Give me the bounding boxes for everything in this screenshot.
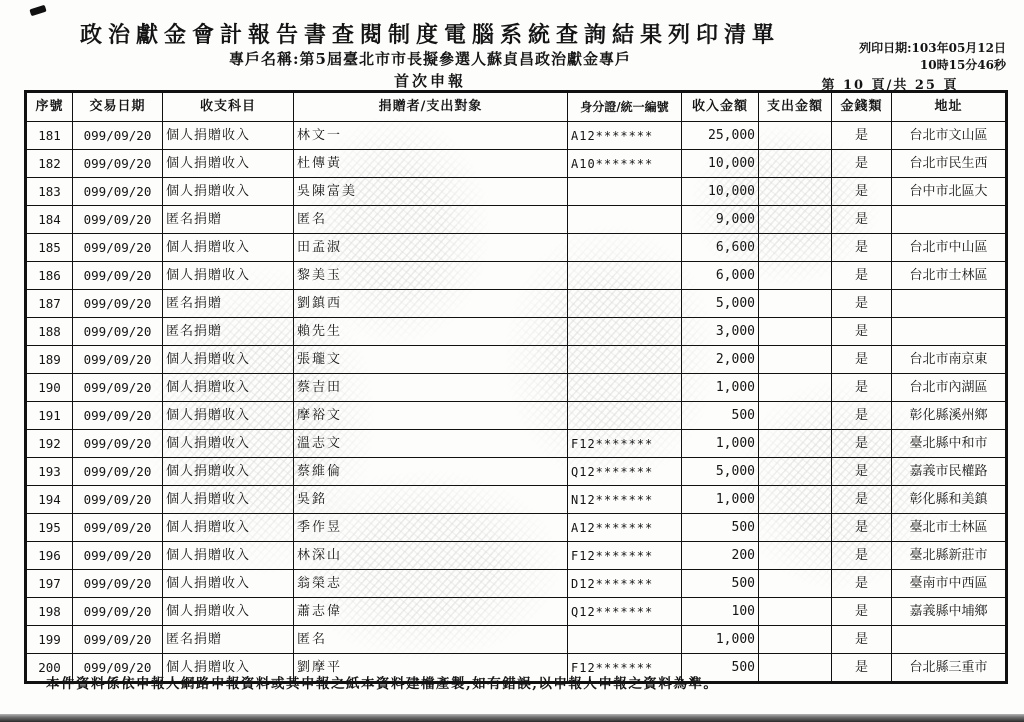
cell-category: 個人捐贈收入 (163, 122, 294, 150)
cell-address: 台北市內湖區 (892, 374, 1007, 402)
cell-expense (759, 206, 832, 234)
print-date: 列印日期:103年05月12日 (859, 41, 1006, 55)
cell-cash: 是 (832, 150, 892, 178)
cell-expense (759, 178, 832, 206)
cell-id (568, 234, 682, 262)
cell-category: 個人捐贈收入 (163, 430, 294, 458)
cell-category: 個人捐贈收入 (163, 178, 294, 206)
col-donor: 捐贈者/支出對象 (294, 92, 568, 122)
cell-expense (759, 570, 832, 598)
cell-date: 099/09/20 (73, 206, 163, 234)
cell-date: 099/09/20 (73, 486, 163, 514)
cell-expense (759, 402, 832, 430)
cell-id: F12******* (568, 654, 682, 683)
cell-date: 099/09/20 (73, 262, 163, 290)
table-row (26, 458, 1007, 486)
cell-category: 匿名捐贈 (163, 206, 294, 234)
header-row (26, 92, 1007, 122)
cell-address (892, 626, 1007, 654)
cell-address (892, 290, 1007, 318)
cell-income: 2,000 (682, 346, 759, 374)
cell-cash: 是 (832, 122, 892, 150)
cell-category: 匿名捐贈 (163, 290, 294, 318)
cell-id: A12******* (568, 514, 682, 542)
cell-cash: 是 (832, 542, 892, 570)
cell-category: 個人捐贈收入 (163, 654, 294, 683)
cell-category: 個人捐贈收入 (163, 486, 294, 514)
cell-address: 台北市中山區 (892, 234, 1007, 262)
cell-cash: 是 (832, 486, 892, 514)
cell-income: 25,000 (682, 122, 759, 150)
cell-donor: 林文一 (294, 122, 568, 150)
cell-address: 台北市文山區 (892, 122, 1007, 150)
cell-expense (759, 430, 832, 458)
cell-id (568, 626, 682, 654)
cell-serial: 200 (26, 654, 73, 683)
cell-serial: 192 (26, 430, 73, 458)
cell-date: 099/09/20 (73, 318, 163, 346)
table-row (26, 122, 1007, 150)
cell-serial: 183 (26, 178, 73, 206)
cell-cash: 是 (832, 290, 892, 318)
cell-date: 099/09/20 (73, 570, 163, 598)
cell-serial: 194 (26, 486, 73, 514)
cell-cash: 是 (832, 346, 892, 374)
cell-serial: 186 (26, 262, 73, 290)
cell-income: 1,000 (682, 374, 759, 402)
cell-address (892, 318, 1007, 346)
cell-serial: 184 (26, 206, 73, 234)
cell-id: N12******* (568, 486, 682, 514)
cell-cash: 是 (832, 262, 892, 290)
cell-serial: 197 (26, 570, 73, 598)
cell-date: 099/09/20 (73, 598, 163, 626)
table-row (26, 290, 1007, 318)
cell-expense (759, 486, 832, 514)
table-row (26, 150, 1007, 178)
cell-donor: 賴先生 (294, 318, 568, 346)
col-cash: 金錢類 (832, 92, 892, 122)
cell-expense (759, 122, 832, 150)
print-time: 10時15分46秒 (919, 58, 1006, 72)
table-row (26, 626, 1007, 654)
cell-cash: 是 (832, 234, 892, 262)
cell-date: 099/09/20 (73, 514, 163, 542)
col-id: 身分證/統一編號 (568, 92, 682, 122)
cell-category: 匿名捐贈 (163, 318, 294, 346)
cell-cash: 是 (832, 458, 892, 486)
cell-serial: 182 (26, 150, 73, 178)
cell-category: 個人捐贈收入 (163, 598, 294, 626)
cell-date: 099/09/20 (73, 178, 163, 206)
cell-donor: 匿名 (294, 206, 568, 234)
cell-id: A12******* (568, 122, 682, 150)
cell-address: 嘉義市民權路 (892, 458, 1007, 486)
cell-donor: 溫志文 (294, 430, 568, 458)
cell-expense (759, 598, 832, 626)
cell-id: D12******* (568, 570, 682, 598)
cell-income: 3,000 (682, 318, 759, 346)
cell-id: A10******* (568, 150, 682, 178)
cell-address: 臺北市士林區 (892, 514, 1007, 542)
cell-donor: 劉摩平 (294, 654, 568, 683)
cell-id: F12******* (568, 430, 682, 458)
cell-date: 099/09/20 (73, 374, 163, 402)
cell-donor: 林深山 (294, 542, 568, 570)
cell-serial: 196 (26, 542, 73, 570)
cell-cash: 是 (832, 206, 892, 234)
cell-address: 臺北縣中和市 (892, 430, 1007, 458)
cell-serial: 199 (26, 626, 73, 654)
cell-date: 099/09/20 (73, 122, 163, 150)
cell-date: 099/09/20 (73, 402, 163, 430)
cell-cash: 是 (832, 654, 892, 683)
cell-serial: 193 (26, 458, 73, 486)
cell-income: 1,000 (682, 626, 759, 654)
cell-income: 6,000 (682, 262, 759, 290)
cell-serial: 191 (26, 402, 73, 430)
cell-income: 1,000 (682, 486, 759, 514)
cell-income: 5,000 (682, 458, 759, 486)
cell-serial: 195 (26, 514, 73, 542)
cell-donor: 劉鎮西 (294, 290, 568, 318)
cell-donor: 蕭志偉 (294, 598, 568, 626)
cell-date: 099/09/20 (73, 542, 163, 570)
cell-id (568, 290, 682, 318)
cell-expense (759, 374, 832, 402)
table-row (26, 598, 1007, 626)
cell-cash: 是 (832, 626, 892, 654)
cell-expense (759, 234, 832, 262)
cell-category: 個人捐贈收入 (163, 402, 294, 430)
table-row (26, 206, 1007, 234)
scan-edge (0, 714, 1024, 722)
cell-address: 台北市民生西 (892, 150, 1007, 178)
cell-donor: 吳陳富美 (294, 178, 568, 206)
table-header (26, 92, 1007, 122)
cell-income: 5,000 (682, 290, 759, 318)
table-row (26, 486, 1007, 514)
cell-cash: 是 (832, 430, 892, 458)
table-row (26, 430, 1007, 458)
cell-donor: 吳銘 (294, 486, 568, 514)
cell-expense (759, 542, 832, 570)
cell-id (568, 178, 682, 206)
col-address: 地址 (892, 92, 1007, 122)
cell-category: 個人捐贈收入 (163, 346, 294, 374)
cell-date: 099/09/20 (73, 430, 163, 458)
page-title: 政治獻金會計報告書查閱制度電腦系統查詢結果列印清單 (79, 22, 780, 48)
cell-category: 個人捐贈收入 (163, 150, 294, 178)
scan-ink-artifact (29, 5, 46, 17)
cell-donor: 翁榮志 (294, 570, 568, 598)
cell-donor: 蔡吉田 (294, 374, 568, 402)
cell-expense (759, 346, 832, 374)
table-row (26, 374, 1007, 402)
cell-expense (759, 626, 832, 654)
col-category: 收支科目 (163, 92, 294, 122)
cell-serial: 181 (26, 122, 73, 150)
cell-donor: 杜傳黃 (294, 150, 568, 178)
cell-address: 嘉義縣中埔鄉 (892, 598, 1007, 626)
cell-date: 099/09/20 (73, 150, 163, 178)
cell-expense (759, 262, 832, 290)
cell-id: Q12******* (568, 598, 682, 626)
account-name: 專戶名稱:第5屆臺北市市長擬參選人蘇貞昌政治獻金專戶 (229, 50, 631, 68)
col-date: 交易日期 (73, 92, 163, 122)
cell-address: 台北縣三重市 (892, 654, 1007, 683)
cell-donor: 張瓏文 (294, 346, 568, 374)
cell-donor: 黎美玉 (294, 262, 568, 290)
cell-date: 099/09/20 (73, 234, 163, 262)
table-row (26, 262, 1007, 290)
cell-category: 個人捐贈收入 (163, 542, 294, 570)
cell-income: 1,000 (682, 430, 759, 458)
table-row (26, 234, 1007, 262)
cell-serial: 190 (26, 374, 73, 402)
cell-expense (759, 290, 832, 318)
cell-serial: 198 (26, 598, 73, 626)
cell-serial: 189 (26, 346, 73, 374)
cell-address: 彰化縣溪州鄉 (892, 402, 1007, 430)
cell-category: 個人捐贈收入 (163, 262, 294, 290)
cell-cash: 是 (832, 402, 892, 430)
cell-donor: 匿名 (294, 626, 568, 654)
cell-donor: 田孟淑 (294, 234, 568, 262)
cell-income: 500 (682, 570, 759, 598)
cell-date: 099/09/20 (73, 346, 163, 374)
table-row (26, 402, 1007, 430)
print-meta (776, 40, 1006, 74)
cell-category: 個人捐贈收入 (163, 234, 294, 262)
table-row (26, 514, 1007, 542)
table-row (26, 318, 1007, 346)
page-number: 第 10 頁/共 25 頁 (821, 78, 959, 93)
cell-cash: 是 (832, 318, 892, 346)
cell-category: 個人捐贈收入 (163, 458, 294, 486)
cell-cash: 是 (832, 570, 892, 598)
col-serial: 序號 (26, 92, 73, 122)
cell-id (568, 262, 682, 290)
cell-income: 500 (682, 514, 759, 542)
cell-category: 個人捐贈收入 (163, 570, 294, 598)
cell-income: 10,000 (682, 178, 759, 206)
cell-category: 匿名捐贈 (163, 626, 294, 654)
cell-cash: 是 (832, 374, 892, 402)
cell-serial: 185 (26, 234, 73, 262)
cell-income: 100 (682, 598, 759, 626)
cell-donor: 季作昱 (294, 514, 568, 542)
cell-address: 臺南市中西區 (892, 570, 1007, 598)
cell-income: 500 (682, 402, 759, 430)
cell-address: 台北市南京東 (892, 346, 1007, 374)
cell-address: 臺北縣新莊市 (892, 542, 1007, 570)
table-row (26, 542, 1007, 570)
table-row (26, 178, 1007, 206)
cell-id (568, 206, 682, 234)
cell-address: 台中市北區大 (892, 178, 1007, 206)
cell-id: F12******* (568, 542, 682, 570)
cell-address: 台北市士林區 (892, 262, 1007, 290)
cell-id (568, 402, 682, 430)
col-income: 收入金額 (682, 92, 759, 122)
table-row (26, 570, 1007, 598)
cell-income: 6,600 (682, 234, 759, 262)
cell-donor: 蔡維倫 (294, 458, 568, 486)
footer-note: 本件資料係依申報人網路申報資料或其申報之紙本資料建檔產製,如有錯誤,以申報人申報之資料為準。 (46, 676, 719, 692)
cell-income: 500 (682, 654, 759, 683)
donation-table (24, 90, 1008, 684)
cell-id (568, 318, 682, 346)
cell-cash: 是 (832, 178, 892, 206)
report-type-label: 首次申報 (393, 72, 466, 90)
table-body (26, 122, 1007, 683)
cell-date: 099/09/20 (73, 290, 163, 318)
cell-serial: 188 (26, 318, 73, 346)
cell-address (892, 206, 1007, 234)
cell-category: 個人捐贈收入 (163, 514, 294, 542)
cell-expense (759, 514, 832, 542)
table-row (26, 346, 1007, 374)
cell-id (568, 346, 682, 374)
cell-income: 10,000 (682, 150, 759, 178)
cell-address: 彰化縣和美鎮 (892, 486, 1007, 514)
cell-income: 9,000 (682, 206, 759, 234)
cell-id: Q12******* (568, 458, 682, 486)
cell-cash: 是 (832, 514, 892, 542)
cell-date: 099/09/20 (73, 458, 163, 486)
cell-expense (759, 318, 832, 346)
cell-serial: 187 (26, 290, 73, 318)
cell-cash: 是 (832, 598, 892, 626)
cell-expense (759, 150, 832, 178)
col-expense: 支出金額 (759, 92, 832, 122)
cell-expense (759, 458, 832, 486)
cell-date: 099/09/20 (73, 626, 163, 654)
cell-date: 099/09/20 (73, 654, 163, 683)
cell-id (568, 374, 682, 402)
cell-income: 200 (682, 542, 759, 570)
cell-category: 個人捐贈收入 (163, 374, 294, 402)
cell-donor: 摩裕文 (294, 402, 568, 430)
